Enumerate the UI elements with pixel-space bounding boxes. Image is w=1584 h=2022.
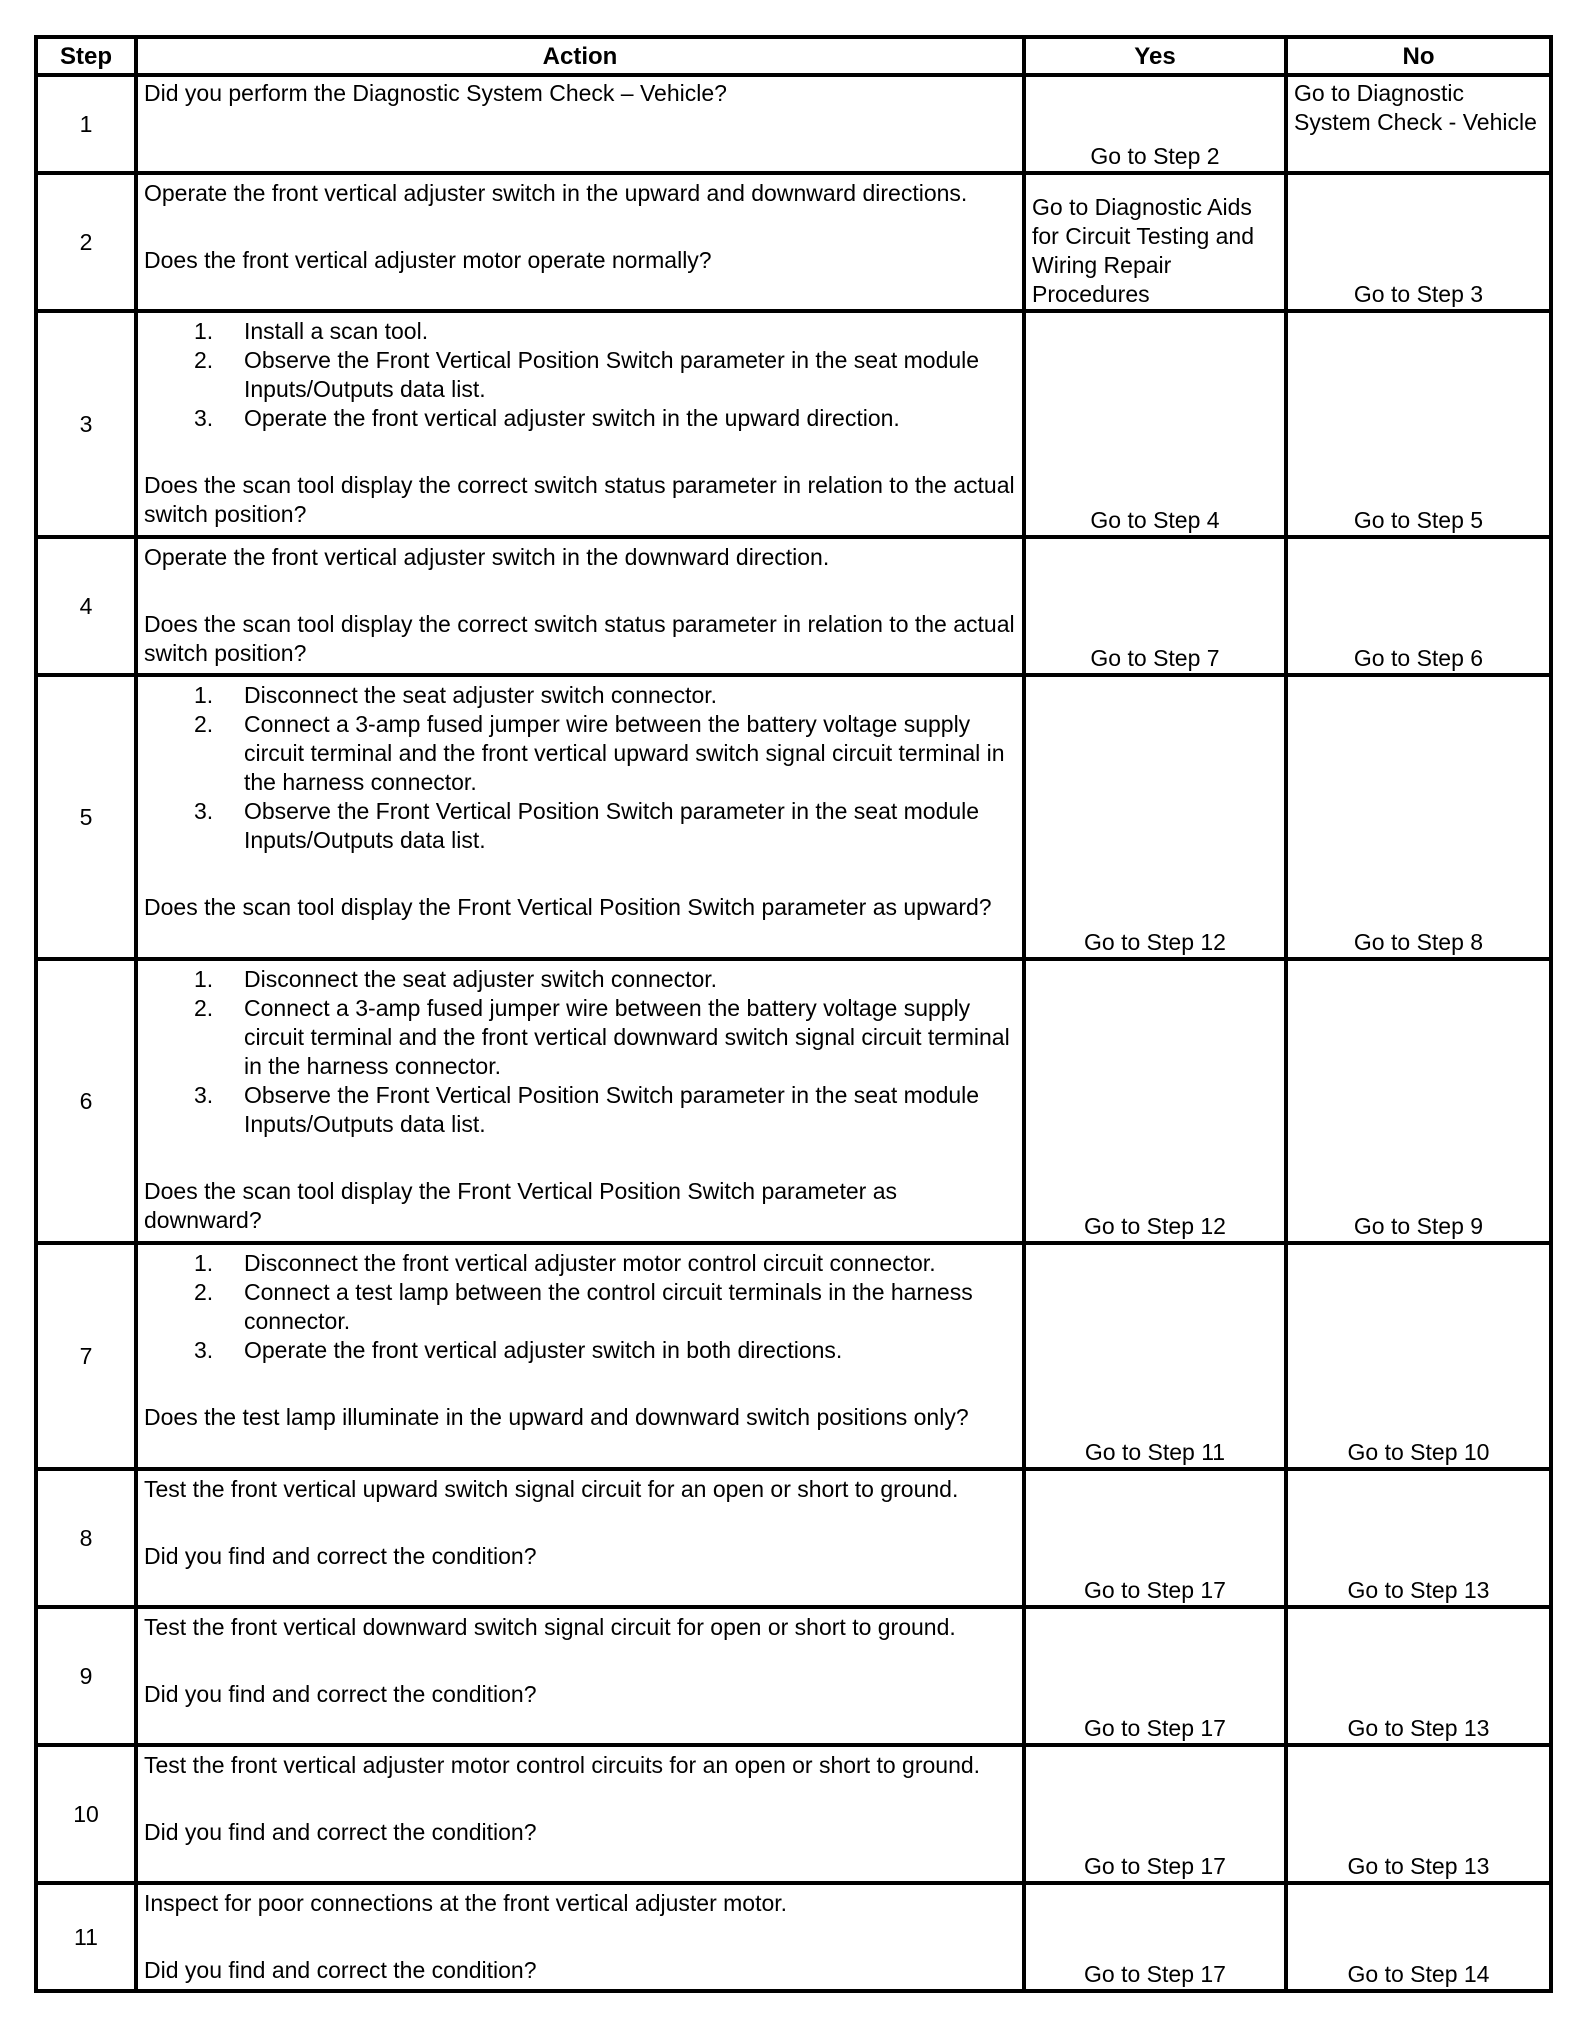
table-row [36,675,1551,959]
list-item-text: Observe the Front Vertical Position Switch parameter in the seat module Inputs/Outputs data list. [244,347,980,402]
action-cell [136,1243,1024,1469]
header-row [36,37,1551,75]
action-cell [136,959,1024,1243]
action-question: Did you find and correct the condition? [144,1543,537,1569]
header-no: No [1286,37,1551,75]
action-question: Does the test lamp illuminate in the upward and downward switch positions only? [144,1404,969,1430]
table-row [36,537,1551,675]
table-row [36,1243,1551,1469]
action-question: Did you find and correct the condition? [144,1957,537,1983]
yes-cell: Go to Step 12 [1024,675,1286,959]
list-item-text: Disconnect the seat adjuster switch connector. [244,966,718,992]
yes-cell: Go to Step 7 [1024,537,1286,675]
list-item: 2. Observe the Front Vertical Position Switch parameter in the seat module Inputs/Outputs data list. [194,347,980,402]
no-cell: Go to Step 13 [1286,1607,1551,1745]
table-row [36,959,1551,1243]
list-item-text: Connect a 3-amp fused jumper wire between the battery voltage supply circuit terminal and the front vertical upward switch signal circuit terminal in the harness connector. [244,711,1005,795]
step-number: 3 [36,311,136,537]
no-cell: Go to Step 5 [1286,311,1551,537]
list-item: 2. Connect a 3-amp fused jumper wire between the battery voltage supply circuit terminal and the front vertical upward switch signal circuit terminal in the harness connector. [194,711,1005,795]
table-row [36,173,1551,311]
action-question: Does the front vertical adjuster motor operate normally? [144,247,712,273]
yes-cell: Go to Step 17 [1024,1469,1286,1607]
yes-cell: Go to Diagnostic Aids for Circuit Testing and Wiring Repair Procedures [1024,173,1286,311]
action-question: Does the scan tool display the correct switch status parameter in relation to the actual switch position? [144,472,1015,527]
no-cell: Go to Step 6 [1286,537,1551,675]
table-row [36,1607,1551,1745]
list-item: 1. Install a scan tool. [194,318,429,344]
step-number: 7 [36,1243,136,1469]
table-row [36,311,1551,537]
step-number: 2 [36,173,136,311]
no-cell: Go to Step 9 [1286,959,1551,1243]
yes-cell: Go to Step 17 [1024,1883,1286,1991]
yes-cell: Go to Step 17 [1024,1745,1286,1883]
yes-cell: Go to Step 11 [1024,1243,1286,1469]
step-number: 6 [36,959,136,1243]
procedure-list [144,681,1016,855]
action-instruction: Test the front vertical adjuster motor control circuits for an open or short to ground. [144,1752,981,1778]
action-question: Did you perform the Diagnostic System Check – Vehicle? [144,80,727,106]
action-cell [136,173,1024,311]
list-item: 1. Disconnect the seat adjuster switch connector. [194,682,718,708]
action-instruction: Operate the front vertical adjuster switch in the downward direction. [144,544,830,570]
procedure-list [144,965,1016,1139]
list-item: 1. Disconnect the front vertical adjuster motor control circuit connector. [194,1250,936,1276]
header-step: Step [36,37,136,75]
list-item-text: Install a scan tool. [244,318,429,344]
list-item-text: Operate the front vertical adjuster switch in both directions. [244,1337,843,1363]
no-cell: Go to Diagnostic System Check - Vehicle [1286,75,1551,173]
step-number: 5 [36,675,136,959]
list-item-text: Disconnect the front vertical adjuster motor control circuit connector. [244,1250,936,1276]
no-cell: Go to Step 13 [1286,1745,1551,1883]
action-question: Did you find and correct the condition? [144,1819,537,1845]
no-cell: Go to Step 3 [1286,173,1551,311]
action-cell [136,675,1024,959]
diagnostic-table [34,35,1553,1993]
step-number: 9 [36,1607,136,1745]
action-question: Does the scan tool display the Front Vertical Position Switch parameter as upward? [144,894,992,920]
list-item-text: Connect a 3-amp fused jumper wire between the battery voltage supply circuit terminal and the front vertical downward switch signal circuit terminal in the harness connector. [244,995,1010,1079]
yes-cell: Go to Step 2 [1024,75,1286,173]
list-item-text: Disconnect the seat adjuster switch connector. [244,682,718,708]
list-item: 3. Observe the Front Vertical Position Switch parameter in the seat module Inputs/Outputs data list. [194,798,980,853]
no-cell: Go to Step 13 [1286,1469,1551,1607]
action-instruction: Inspect for poor connections at the front vertical adjuster motor. [144,1890,788,1916]
procedure-list [144,1249,1016,1365]
step-number: 1 [36,75,136,173]
yes-cell: Go to Step 12 [1024,959,1286,1243]
list-item: 3. Operate the front vertical adjuster switch in the upward direction. [194,405,900,431]
action-instruction: Operate the front vertical adjuster switch in the upward and downward directions. [144,180,968,206]
step-number: 8 [36,1469,136,1607]
action-question: Does the scan tool display the Front Vertical Position Switch parameter as downward? [144,1178,897,1233]
action-cell [136,311,1024,537]
action-cell [136,75,1024,173]
step-number: 10 [36,1745,136,1883]
list-item: 1. Disconnect the seat adjuster switch connector. [194,966,718,992]
action-question: Did you find and correct the condition? [144,1681,537,1707]
step-number: 4 [36,537,136,675]
table-row [36,1469,1551,1607]
action-instruction: Test the front vertical downward switch signal circuit for open or short to ground. [144,1614,956,1640]
no-cell: Go to Step 8 [1286,675,1551,959]
list-item-text: Operate the front vertical adjuster switch in the upward direction. [244,405,900,431]
yes-cell: Go to Step 17 [1024,1607,1286,1745]
header-action: Action [136,37,1024,75]
action-cell [136,537,1024,675]
table-row [36,75,1551,173]
no-cell: Go to Step 10 [1286,1243,1551,1469]
list-item-text: Observe the Front Vertical Position Switch parameter in the seat module Inputs/Outputs data list. [244,1082,980,1137]
step-number: 11 [36,1883,136,1991]
action-cell [136,1469,1024,1607]
header-yes: Yes [1024,37,1286,75]
action-cell [136,1607,1024,1745]
action-cell [136,1745,1024,1883]
list-item: 2. Connect a 3-amp fused jumper wire between the battery voltage supply circuit terminal and the front vertical downward switch signal circuit terminal in the harness connector. [194,995,1010,1079]
action-cell [136,1883,1024,1991]
list-item: 3. Observe the Front Vertical Position Switch parameter in the seat module Inputs/Outputs data list. [194,1082,980,1137]
list-item-text: Observe the Front Vertical Position Switch parameter in the seat module Inputs/Outputs data list. [244,798,980,853]
action-question: Does the scan tool display the correct switch status parameter in relation to the actual switch position? [144,611,1015,666]
yes-cell: Go to Step 4 [1024,311,1286,537]
no-cell: Go to Step 14 [1286,1883,1551,1991]
table-row [36,1883,1551,1991]
list-item-text: Connect a test lamp between the control circuit terminals in the harness connector. [244,1279,973,1334]
action-instruction: Test the front vertical upward switch signal circuit for an open or short to ground. [144,1476,959,1502]
procedure-list [144,317,1016,433]
table-row [36,1745,1551,1883]
list-item: 3. Operate the front vertical adjuster switch in both directions. [194,1337,843,1363]
list-item: 2. Connect a test lamp between the control circuit terminals in the harness connector. [194,1279,973,1334]
